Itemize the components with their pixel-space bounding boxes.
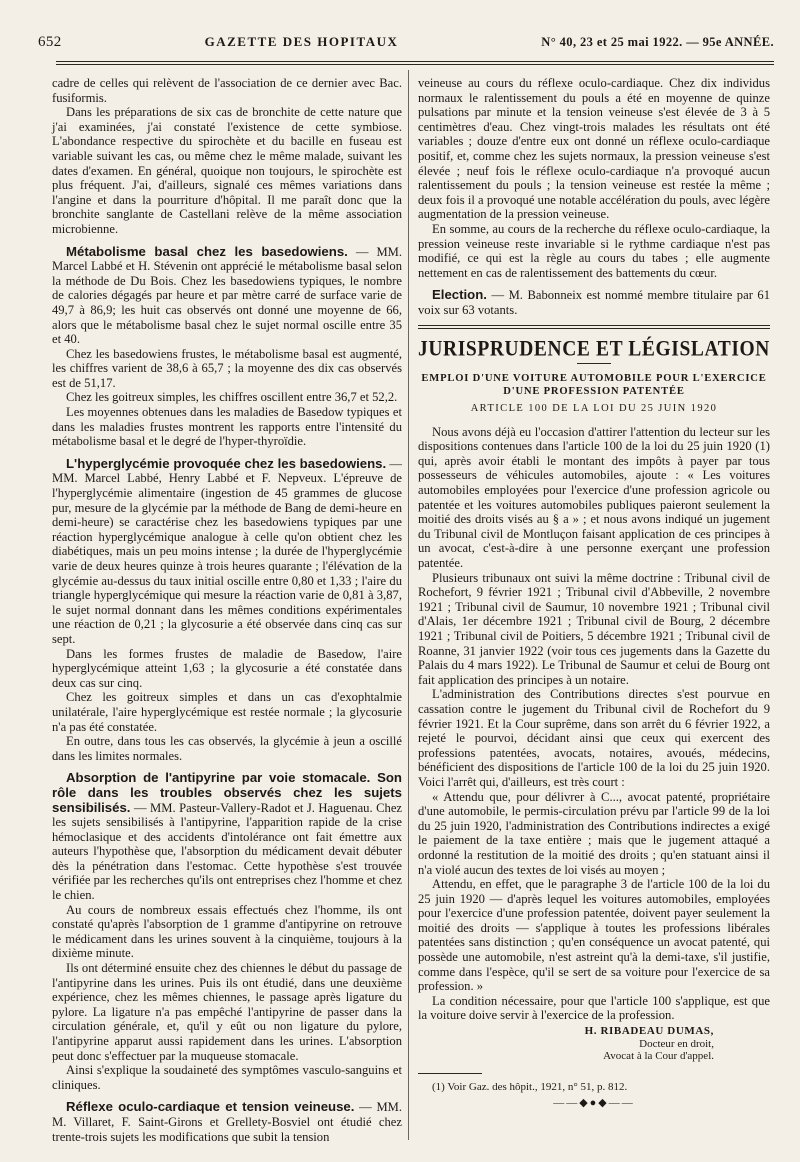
paragraph: Ils ont déterminé ensuite chez des chiennes le début du passage de l'antipyrine dans les urines. Puis ils ont étudié, dans une deuxième expérience, chez les mêmes chiennes, le passage après ligature du pylore. La ligature n'a pas empêché l'antipyrine de passer dans la circulation générale, et, qu'il y eût ou non ligature du pylore, l'antipyrine apparut aussi rapidement dans les urines. L'absorption peut donc s'effectuer par la muqueuse stomacale.	[52, 961, 402, 1063]
paragraph: Chez les basedowiens frustes, le métabolisme basal est augmenté, les chiffres varient de 38,6 à 65,7 ; la moyenne des dix cas observés est de 51,17.	[52, 346, 402, 390]
section-lead: — MM. Marcel Labbé et H. Stévenin ont apprécié le métabolisme basal selon la méthode de Du Bois. Chez les basedowiens typiques, le nombre de calories dégagés par heure et par mètre carré de surface varie de 49,7 à 86,9; les huit cas observés ont donné une moyenne de 66, alors que le métabolisme basal chez le sujet normal oscille entre 35 et 40.	[52, 244, 402, 347]
paragraph: Chez les goitreux simples et dans un cas d'exophtalmie unilatérale, l'aire hyperglycémique est restée normale ; la glycosurie n'a pas été constatée.	[52, 690, 402, 734]
author-affiliation: Avocat à la Cour d'appel.	[603, 1050, 714, 1063]
section-metabolisme	[52, 245, 402, 347]
paragraph: Plusieurs tribunaux ont suivi la même doctrine : Tribunal civil de Rochefort, 9 février 1921 ; Tribunal civil d'Abbeville, 2 novembre 1921 ; Tribunal civil de Saumur, 10 novembre 1921 ; Tribunal civil d'Alais, 1er décembre 1921 ; Tribunal civil de Bourg, 2 décembre 1921 ; Tribunal civil de Poitiers, 5 décembre 1921 ; Tribunal civil de Roanne, 31 janvier 1922 (voir tous ces jugements dans la Gazette du Palais du 4 mars 1922). Le Tribunal de Saumur et celui de Bourg ont fait application des principes à un notaire.	[418, 570, 770, 687]
quotation: Attendu, en effet, que le paragraphe 3 de l'article 100 de la loi du 25 juin 1920 — d'après lequel les voitures automobiles, employées pour l'exercice d'une profession patentée, doivent payer seulement la moitié des droits — s'applique à toutes les professions libérales patentées sans distinction ; qu'en conséquence un avocat patenté, qui possède une automobile, n'est astreint qu'à la demi-taxe, s'il justifie, comme dans l'espèce, qu'il se sert de sa voiture pour l'exercice de sa profession. »	[418, 877, 770, 994]
left-column	[52, 76, 402, 1144]
article-subheading: ARTICLE 100 DE LA LOI DU 25 JUIN 1920	[470, 403, 718, 415]
paragraph: Chez les goitreux simples, les chiffres oscillent entre 36,7 et 52,2.	[66, 390, 398, 405]
author-title: Docteur en droit,	[639, 1037, 714, 1050]
election-notice	[418, 288, 770, 317]
paragraph: La condition nécessaire, pour que l'article 100 s'applique, est que la voiture doive servir à l'exercice de la profession.	[418, 993, 770, 1023]
right-column	[418, 76, 770, 1111]
paragraph: Dans les préparations de six cas de bronchite de cette nature que j'ai examinées, j'ai constaté l'existence de cette symbiose. L'abondance respective du spirochète et du bacille en fuseau est variable suivant les cas, ou même chez le même malade, suivant les dates d'examen. En général, quoique non toujours, le spirochète est plus fréquent. J'ai, d'ailleurs, signalé ces mêmes variations dans l'angine et dans la pourriture d'hôpital. Il me paraît donc que la bronchite sanglante de Castellani relève de la même association microbienne.	[52, 105, 402, 236]
section-lead: — MM. Marcel Labbé, Henry Labbé et F. Nepveux. L'épreuve de l'hyperglycémie alimentaire (ingestion de 45 grammes de glucose pur, mesure de la glycémie par la méthode de Bang de demi-heure en demi-heure) se caractérise chez les basedowiens typiques par une réaction hyperglycémique analogue à celle qu'on obtient chez les diabétiques, mais un peu moins intense ; la durée de l'hyperglycémie varie de deux heures quinze à trois heures quarante ; l'élévation de la glycémie au-dessus du taux initial oscille entre 0,80 et 1,33 ; l'aire du triangle hyperglycémique qui mesure la réaction varie de 0,81 à 3,87, le sujet normal donnant dans les mêmes conditions expérimentales une réaction de 0,21 ; la glycosurie a été observée dans cinq cas sur sept.	[52, 456, 402, 646]
header-rule-2	[56, 64, 774, 65]
paragraph: veineuse au cours du réflexe oculo-cardiaque. Chez dix individus normaux le ralentissement du pouls a été en moyenne de quinze pulsations par minute et la tension veineuse s'est élevée de 3 à 5 centimètres d'eau. Chez vingt-trois malades les résultats ont été variables ; douze d'entre eux ont donné un réflexe oculo-cardiaque positif, et, comme chez les sujets normaux, la pression veineuse s'est élevée ; neuf fois le réflexe oculo-cardiaque n'a provoqué aucun ralentissement du pouls ; la tension veineuse est restée la même ; deux fois il a provoqué une notable accélération du pouls, avec légère augmentation de la pression veineuse.	[418, 76, 770, 222]
paragraph: Dans les formes frustes de maladie de Basedow, l'aire hyperglycémique atteint 1,63 ; la glycosurie a été constatée dans deux cas sur cinq.	[52, 646, 402, 690]
footnote: (1) Voir Gaz. des hôpit., 1921, n° 51, p. 812.	[432, 1080, 628, 1093]
section-reflexe	[52, 1100, 402, 1144]
section-lead: — MM. Pasteur-Vallery-Radot et J. Haguenau. Chez les sujets sensibilisés à l'antipyrine, l'apparition rapide de la crise hémoclasique et des accidents d'intolérance ont fait émettre aux auteurs l'hypothèse que, l'absorption du médicament devait débuter dès la pénétration dans l'estomac. Cette hypothèse s'est trouvée vérifiée par les recherches qu'ils ont entreprises chez l'homme et chez le chien.	[52, 800, 403, 903]
section-antipyrine	[52, 771, 402, 902]
section-rule	[418, 325, 770, 329]
paragraph: cadre de celles qui relèvent de l'association de ce dernier avec Bac. fusiformis.	[52, 76, 402, 105]
column-divider	[408, 70, 409, 1140]
section-title: Réflexe oculo-cardiaque et tension veineuse.	[66, 1099, 355, 1115]
paragraph: Les moyennes obtenues dans les maladies de Basedow typiques et dans les maladies frustes montrent les rapports entre l'intensité du métabolisme basal et le degré de l'hyper-thyroïdie.	[52, 405, 402, 449]
signature-block	[418, 1025, 770, 1063]
section-title: L'hyperglycémie provoquée chez les basedowiens.	[66, 455, 387, 471]
footnote-rule	[418, 1073, 482, 1074]
section-title: Election.	[432, 287, 487, 303]
paragraph: Au cours de nombreux essais effectués chez l'homme, ils ont constaté qu'après l'absorption de 1 gramme d'antipyrine on retrouve le médicament dans les urines souvent à la cinquième, toujours à la dixième minute.	[52, 902, 402, 961]
section-lead: — MM. M. Villaret, F. Saint-Girons et Grellety-Bosviel ont étudié chez trente-trois sujets les modifications que subit la tension	[52, 1100, 402, 1144]
section-heading: JURISPRUDENCE ET LÉGISLATION	[418, 337, 770, 361]
section-lead: — M. Babonneix est nommé membre titulaire par 61 voix sur 63 votants.	[418, 288, 771, 317]
author-name: H. RIBADEAU DUMAS,	[584, 1025, 714, 1038]
short-rule	[577, 363, 611, 364]
journal-title: GAZETTE DES HOPITAUX	[204, 34, 399, 49]
running-head	[38, 34, 774, 58]
page-number: 652	[38, 34, 62, 50]
header-rule	[56, 61, 774, 62]
ornament-divider: ——◆●◆——	[553, 1097, 635, 1110]
paragraph: Nous avons déjà eu l'occasion d'attirer l'attention du lecteur sur les dispositions contenues dans l'article 100 de la loi du 25 juin 1920 (1) qui, après avoir établi le montant des impôts à payer par tous possesseurs de véhicules automobiles, ajoute : « Les voitures automobiles employées pour l'exercice d'une profession agricole ou patentée et les voitures automobiles publiques paieront seulement la moitié des droits visés au § a » ; et nous avons indiqué un jugement du Tribunal civil de Montluçon faisant application de ces principes à un avocat, c'est-à-dire à une personne exerçant une profession patentée.	[418, 424, 770, 571]
section-title: Absorption de l'antipyrine par voie stomacale. Son rôle dans les troubles observés chez les sujets sensibilisés.	[52, 770, 402, 815]
section-title: Métabolisme basal chez les basedowiens.	[66, 243, 348, 259]
paragraph: L'administration des Contributions directes s'est pourvue en cassation contre le jugement du Tribunal civil de Rochefort du 9 février 1921. Et la Cour suprême, dans son arrêt du 6 février 1922, a rejeté le pourvoi, décidant ainsi que ceux qui exercent des professions patentées, avocats, notaires, avoués, médecins, bénéficient des dispositions de l'article 100 de la loi du 25 juin 1920. Voici l'arrêt qui, d'ailleurs, est très court :	[418, 687, 770, 789]
quotation: « Attendu que, pour délivrer à C..., avocat patenté, propriétaire d'une automobile, le permis-circulation prévu par l'article 99 de la loi du 25 juin 1920, l'administration des Contributions indirectes a exigé le paiement de la taxe entière ; mais que le jugement attaqué a ordonné la restitution de la moitié des droits ; qu'en statuant ainsi il n'a violé aucun des textes de loi visés au moyen ;	[418, 789, 770, 877]
paragraph: En somme, au cours de la recherche du réflexe oculo-cardiaque, la pression veineuse reste invariable si le rythme cardiaque n'est pas modifié, ce qui est la règle au cours du tabes ; elle augmente nettement en cas de ralentissement des battements du cœur.	[418, 221, 770, 280]
article-heading: EMPLOI D'UNE VOITURE AUTOMOBILE POUR L'EXERCICE	[421, 373, 767, 385]
article-heading-2: D'UNE PROFESSION PATENTÉE	[503, 386, 685, 398]
paragraph: En outre, dans tous les cas observés, la glycémie à jeun a oscillé dans les limites normales.	[52, 734, 402, 763]
paragraph: Ainsi s'explique la soudaineté des symptômes vasculo-sanguins et cliniques.	[52, 1063, 402, 1092]
issue-info: N° 40, 23 et 25 mai 1922. — 95e ANNÉE.	[541, 35, 774, 49]
section-hyperglycemie	[52, 457, 402, 647]
